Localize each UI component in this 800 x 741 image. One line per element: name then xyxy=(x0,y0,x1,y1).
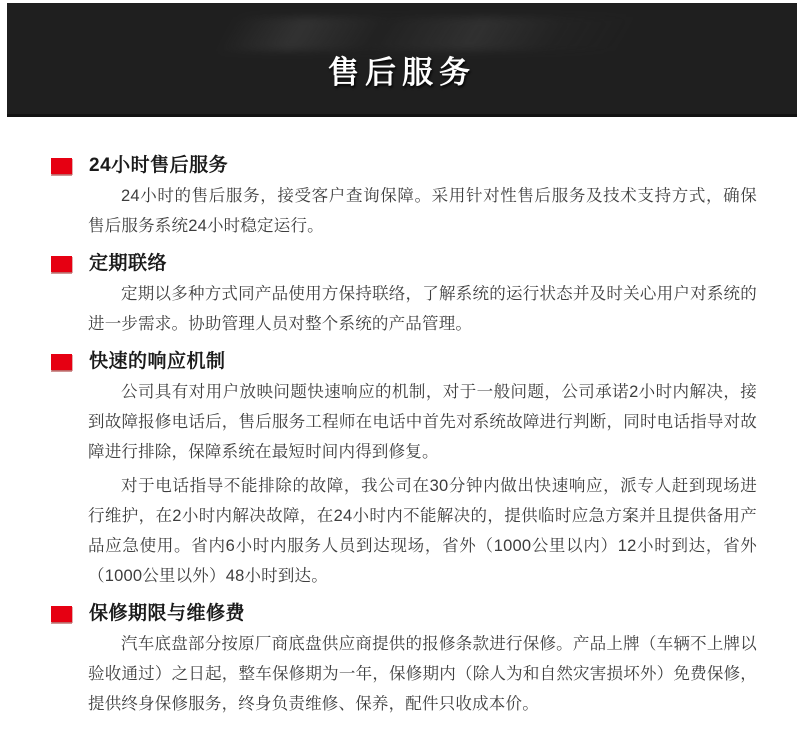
section-warranty-and-fees xyxy=(51,601,757,719)
section-24h-service xyxy=(51,153,757,241)
section-body xyxy=(88,181,757,241)
section-title: 定期联络 xyxy=(89,253,168,274)
section-title: 24小时售后服务 xyxy=(89,155,229,176)
section-rapid-response xyxy=(51,349,757,591)
section-regular-contact xyxy=(51,251,757,339)
paragraph: 公司具有对用户放映问题快速响应的机制，对于一般问题，公司承诺2小时内解决，接到故障报修电话后，售后服务工程师在电话中首先对系统故障进行判断，同时电话指导对故障进行排除，保障系统在最短时间内得到修复。 xyxy=(88,383,757,461)
section-header xyxy=(51,601,757,627)
section-header xyxy=(51,251,757,277)
content xyxy=(51,153,757,729)
section-body xyxy=(88,279,757,339)
paragraph: 对于电话指导不能排除的故障，我公司在30分钟内做出快速响应，派专人赶到现场进行维护，在2小时内解决故障，在24小时内不能解决的，提供临时应急方案并且提供备用产品应急使用。省内6小时内服务人员到达现场，省外（1000公里以内）12小时到达，省外（1000公里以外）48小时到达。 xyxy=(88,477,757,585)
paragraph: 汽车底盘部分按原厂商底盘供应商提供的报修条款进行保修。产品上牌（车辆不上牌以验收通过）之日起，整车保修期为一年，保修期内（除人为和自然灾害损坏外）免费保修，提供终身保修服务，终身负责维修、保养，配件只收成本价。 xyxy=(88,635,757,713)
section-body xyxy=(88,377,757,591)
red-square-bullet-icon xyxy=(51,158,72,174)
red-square-bullet-icon xyxy=(51,354,72,370)
paragraph: 24小时的售后服务，接受客户查询保障。采用针对性售后服务及技术支持方式，确保售后服务系统24小时稳定运行。 xyxy=(88,187,757,235)
section-title: 快速的响应机制 xyxy=(89,351,226,372)
section-body xyxy=(88,629,757,719)
paragraph: 定期以多种方式同产品使用方保持联络，了解系统的运行状态并及时关心用户对系统的进一步需求。协助管理人员对整个系统的产品管理。 xyxy=(88,285,757,333)
section-title: 保修期限与维修费 xyxy=(89,603,246,624)
red-square-bullet-icon xyxy=(51,606,72,622)
section-header xyxy=(51,349,757,375)
page-header-banner xyxy=(7,3,797,117)
red-square-bullet-icon xyxy=(51,256,72,272)
page-title: 售后服务 xyxy=(328,55,476,90)
section-header xyxy=(51,153,757,179)
